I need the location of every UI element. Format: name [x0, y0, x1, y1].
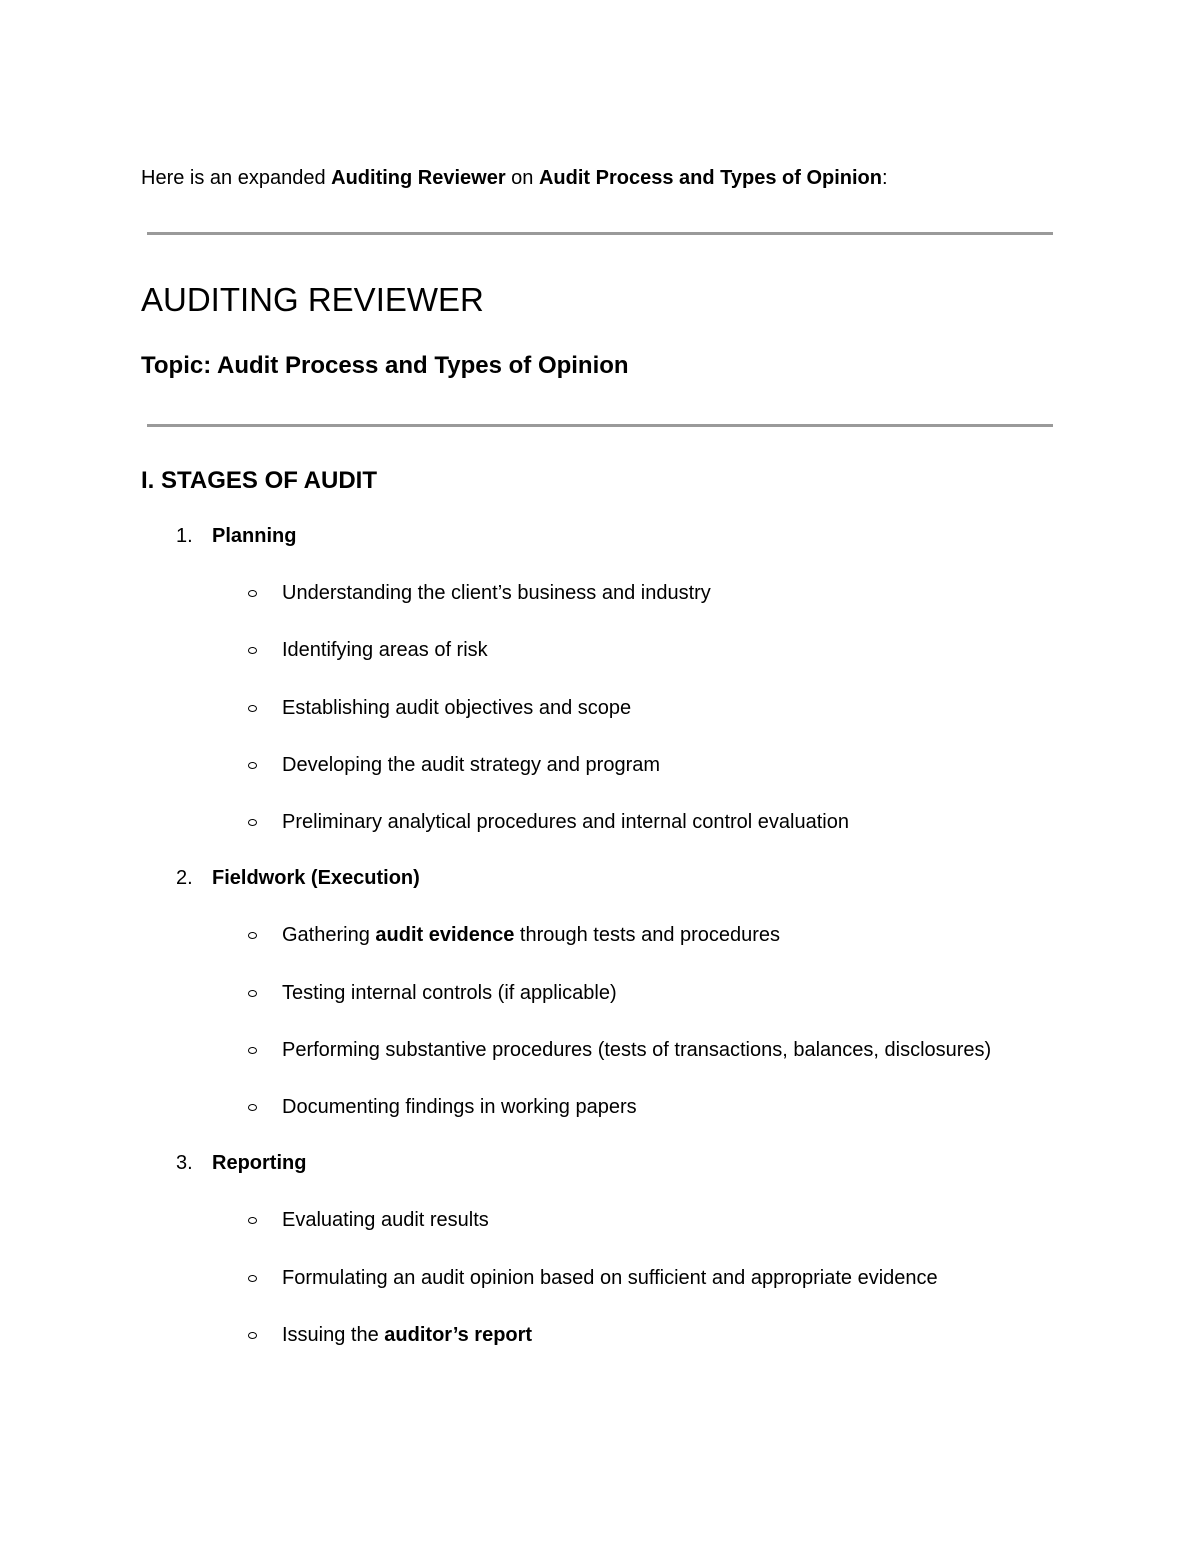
horizontal-rule: [147, 424, 1053, 427]
list-item: Performing substantive procedures (tests of transactions, balances, disclosures): [282, 1039, 992, 1061]
list-item: Formulating an audit opinion based on sufficient and appropriate evidence: [282, 1267, 938, 1289]
list-item-pre: Gathering: [282, 924, 376, 946]
stage-label-reporting: Reporting: [212, 1152, 307, 1174]
intro-bold-reviewer: Auditing Reviewer: [331, 167, 506, 189]
intro-suffix: :: [881, 167, 888, 189]
stage-number: 1.: [176, 525, 193, 547]
list-item: Testing internal controls (if applicable): [282, 982, 617, 1004]
section-heading: I. STAGES OF AUDIT: [141, 467, 378, 494]
intro-paragraph: [141, 166, 888, 190]
list-item-pre: Issuing the: [282, 1324, 385, 1346]
list-item: Establishing audit objectives and scope: [282, 697, 632, 719]
list-item: Developing the audit strategy and program: [282, 754, 661, 776]
list-item: Understanding the client’s business and industry: [282, 582, 711, 604]
horizontal-rule: [147, 232, 1053, 235]
list-item: Documenting findings in working papers: [282, 1096, 637, 1118]
hollow-bullet-icon: [248, 819, 257, 826]
hollow-bullet-icon: [248, 647, 257, 654]
list-item: Evaluating audit results: [282, 1209, 489, 1231]
stage-label-planning: Planning: [212, 525, 297, 547]
hollow-bullet-icon: [248, 1332, 257, 1339]
topic-heading: Topic: Audit Process and Types of Opinion: [141, 352, 629, 379]
stage-number: 3.: [176, 1152, 193, 1174]
list-item: [282, 1323, 532, 1347]
hollow-bullet-icon: [248, 990, 257, 997]
hollow-bullet-icon: [248, 590, 257, 597]
list-item: [282, 923, 780, 947]
list-item-post: through tests and procedures: [514, 924, 781, 946]
hollow-bullet-icon: [248, 705, 257, 712]
document-title: AUDITING REVIEWER: [141, 281, 484, 318]
list-item: Preliminary analytical procedures and internal control evaluation: [282, 811, 849, 833]
hollow-bullet-icon: [248, 1104, 257, 1111]
intro-prefix: Here is an expanded: [141, 167, 332, 189]
hollow-bullet-icon: [248, 1047, 257, 1054]
list-item-bold: auditor’s report: [384, 1324, 533, 1346]
hollow-bullet-icon: [248, 1275, 257, 1282]
stage-number: 2.: [176, 867, 193, 889]
intro-bold-topic: Audit Process and Types of Opinion: [538, 167, 882, 189]
list-item-bold: audit evidence: [375, 924, 515, 946]
hollow-bullet-icon: [248, 932, 257, 939]
hollow-bullet-icon: [248, 762, 257, 769]
hollow-bullet-icon: [248, 1217, 257, 1224]
stage-label-fieldwork: Fieldwork (Execution): [212, 867, 420, 889]
intro-middle: on: [505, 167, 539, 189]
list-item: Identifying areas of risk: [282, 639, 488, 661]
